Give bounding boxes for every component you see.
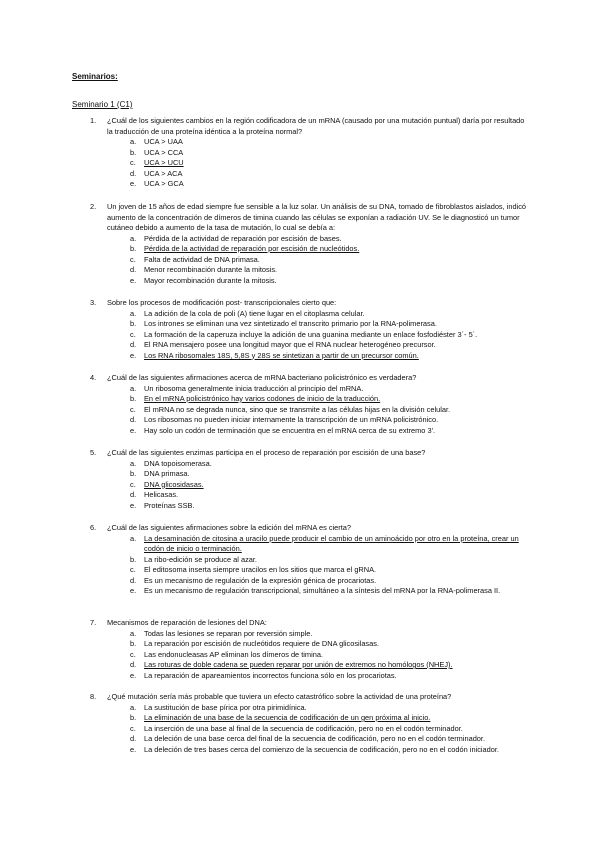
option-letter: a. — [130, 702, 137, 712]
option-d — [130, 660, 532, 671]
options-list — [72, 629, 532, 682]
option-letter: c. — [130, 479, 136, 489]
option-letter: a. — [130, 383, 137, 393]
option-text: Es un mecanismo de regulación de la expresión génica de procariotas. — [144, 575, 377, 585]
option-letter: e. — [130, 586, 137, 595]
option-text: Las endonucleasas AP eliminan los dímeros de timina. — [144, 649, 323, 659]
option-b — [130, 639, 532, 650]
option-d — [130, 340, 532, 351]
option-b — [130, 469, 532, 480]
option-c — [130, 480, 532, 491]
section-title: Seminario 1 (C1) — [72, 100, 133, 109]
option-letter: c. — [130, 254, 136, 264]
options-list — [72, 534, 532, 597]
option-letter: a. — [130, 137, 137, 146]
option-letter: b. — [130, 469, 137, 478]
option-text: La ribo-edición se produce al azar. — [144, 554, 257, 564]
option-text-correct: En el mRNA policistrónico hay varios codones de inicio de la traducción. — [144, 394, 381, 403]
option-e — [130, 276, 532, 287]
option-b — [130, 713, 532, 724]
option-text: Hay solo un codón de terminación que se encuentra en el mRNA cerca de su extremo 3'. — [144, 425, 436, 435]
option-text: Los intrones se eliminan una vez sintetizado el transcrito primario por la RNA-polimerasa. — [144, 319, 437, 328]
option-e — [130, 586, 532, 597]
option-letter: b. — [130, 554, 137, 564]
option-letter: e. — [130, 350, 137, 360]
option-c — [130, 405, 532, 416]
option-letter: a. — [130, 308, 137, 318]
option-letter: d. — [130, 265, 137, 274]
option-c — [130, 330, 532, 341]
option-text: La adición de la cola de poli (A) tiene lugar en el citoplasma celular. — [144, 308, 365, 318]
option-text: Es un mecanismo de regulación transcripcional, simultáneo a la síntesis del mRNA por la RNA-polimerasa II. — [144, 586, 501, 595]
option-a — [130, 309, 532, 320]
option-e — [130, 671, 532, 682]
option-letter: b. — [130, 394, 137, 403]
option-letter: b. — [130, 319, 137, 328]
option-a — [130, 384, 532, 395]
question-text: ¿Cuál de las siguientes enzimas participa en el proceso de reparación por escisión de una base? — [107, 448, 426, 457]
option-text: UCA > GCA — [144, 179, 184, 188]
option-e — [130, 179, 532, 190]
option-letter: d. — [130, 575, 137, 585]
option-text-correct: DNA glicosidasas. — [144, 479, 204, 489]
options-list — [72, 703, 532, 756]
option-letter: b. — [130, 639, 137, 648]
question-number: 3. — [90, 298, 97, 307]
option-text: La formación de la caperuza incluye la adición de una guanina mediante un enlace fosfodiéster 3´- 5´. — [144, 329, 478, 339]
question-text: ¿Qué mutación sería más probable que tuviera un efecto catastrófico sobre la actividad de una proteína? — [107, 692, 452, 701]
option-text: La deleción de tres bases cerca del comienzo de la secuencia de codificación, pero no en el codón iniciador. — [144, 744, 499, 754]
option-letter: c. — [130, 329, 136, 339]
question-number: 6. — [90, 523, 97, 532]
option-text: Menor recombinación durante la mitosis. — [144, 265, 278, 274]
option-e — [130, 745, 532, 756]
option-text: DNA primasa. — [144, 469, 190, 478]
option-text-correct: Las roturas de doble cadena se pueden reparar por unión de extremos no homólogos (NHEJ). — [144, 660, 453, 669]
option-a — [130, 534, 532, 555]
option-text: El RNA mensajero posee una longitud mayor que el RNA nuclear heterogéneo precursor. — [144, 340, 436, 349]
option-c — [130, 565, 532, 576]
option-text: Un ribosoma generalmente inicia traducción al principio del mRNA. — [144, 383, 364, 393]
option-text: Pérdida de la actividad de reparación por escisión de bases. — [144, 233, 342, 243]
option-letter: e. — [130, 179, 137, 188]
option-d — [130, 169, 532, 180]
option-letter: d. — [130, 415, 137, 424]
option-b — [130, 555, 532, 566]
option-text: El editosoma inserta siempre uracilos en los sitios que marca el gRNA. — [144, 565, 377, 574]
question-text: Sobre los procesos de modificación post- transcripcionales cierto que: — [107, 298, 337, 307]
option-letter: b. — [130, 713, 137, 722]
option-e — [130, 426, 532, 437]
option-letter: d. — [130, 490, 137, 499]
option-text: UCA > CCA — [144, 147, 184, 157]
option-text-correct: Los RNA ribosomales 18S, 5,8S y 28S se sintetizan a partir de un precursor común. — [144, 350, 419, 360]
page-title: Seminarios: — [72, 72, 118, 81]
option-d — [130, 265, 532, 276]
option-letter: e. — [130, 275, 137, 285]
options-list — [72, 459, 532, 512]
option-text: Helicasas. — [144, 490, 179, 499]
option-d — [130, 415, 532, 426]
question-text: ¿Cuál de las siguientes afirmaciones acerca de mRNA bacteriano policistrónico es verdadera? — [107, 373, 417, 382]
option-text: La deleción de una base cerca del final de la secuencia de codificación, pero no en el codón terminador. — [144, 734, 486, 743]
question-number: 1. — [90, 116, 97, 125]
question-5 — [72, 448, 532, 511]
question-number: 4. — [90, 373, 97, 382]
question-number: 7. — [90, 618, 97, 627]
option-text: Falta de actividad de DNA primasa. — [144, 254, 260, 264]
option-letter: c. — [130, 158, 136, 167]
option-d — [130, 734, 532, 745]
option-c — [130, 158, 532, 169]
option-c — [130, 255, 532, 266]
option-e — [130, 501, 532, 512]
options-list — [72, 384, 532, 437]
question-3 — [72, 298, 532, 361]
option-text: La reparación de apareamientos incorrectos funciona sólo en los procariotas. — [144, 670, 397, 680]
option-letter: e. — [130, 670, 137, 680]
option-text: Proteínas SSB. — [144, 500, 195, 510]
options-list — [72, 137, 532, 190]
option-a — [130, 703, 532, 714]
option-text: La sustitución de base pírica por otra pirimidínica. — [144, 702, 307, 712]
option-letter: a. — [130, 233, 137, 243]
option-text: UCA > UAA — [144, 137, 183, 146]
option-letter: a. — [130, 458, 137, 468]
option-text: La inserción de una base al final de la secuencia de codificación, pero no en el codón terminador. — [144, 723, 463, 733]
option-text: Todas las lesiones se reparan por reversión simple. — [144, 628, 313, 638]
question-4 — [72, 373, 532, 436]
option-a — [130, 459, 532, 470]
option-letter: a. — [130, 533, 137, 543]
option-a — [130, 629, 532, 640]
question-number: 2. — [90, 202, 97, 211]
question-8 — [72, 692, 532, 755]
question-text: Un joven de 15 años de edad siempre fue sensible a la luz solar. Un análisis de su DNA, tomado de fibroblastos aislados, indicó aumento de la concentración de dímeros de timina cuando las células se exponían a radiación UV. Se le diagnosticó un tumor cutáneo debido a aumento de la tasa de mutación, lo cual se debía a: — [107, 202, 527, 232]
options-list — [72, 309, 532, 362]
question-6 — [72, 523, 532, 597]
option-letter: d. — [130, 340, 137, 349]
option-letter: e. — [130, 500, 137, 510]
option-d — [130, 576, 532, 587]
option-letter: d. — [130, 660, 137, 669]
option-text-correct: La eliminación de una base de la secuencia de codificación de un gen próxima al inicio. — [144, 713, 431, 722]
question-number: 5. — [90, 448, 97, 457]
option-letter: c. — [130, 404, 136, 414]
question-text: ¿Cuál de las siguientes afirmaciones sobre la edición del mRNA es cierta? — [107, 523, 352, 532]
option-d — [130, 490, 532, 501]
option-text-correct: Pérdida de la actividad de reparación por escisión de nucleótidos. — [144, 244, 360, 253]
option-letter: b. — [130, 244, 137, 253]
question-text: Mecanismos de reparación de lesiones del DNA: — [107, 618, 267, 627]
option-letter: c. — [130, 649, 136, 659]
option-text: El mRNA no se degrada nunca, sino que se transmite a las células hijas en la división celular. — [144, 404, 451, 414]
option-letter: d. — [130, 168, 137, 178]
option-b — [130, 394, 532, 405]
option-text: Los ribosomas no pueden iniciar internamente la transcripción de un mRNA policistrónico. — [144, 415, 439, 424]
question-2 — [72, 202, 532, 286]
option-letter: a. — [130, 628, 137, 638]
option-c — [130, 650, 532, 661]
option-letter: e. — [130, 425, 137, 435]
options-list — [72, 234, 532, 287]
option-a — [130, 234, 532, 245]
option-c — [130, 724, 532, 735]
option-a — [130, 137, 532, 148]
option-text: UCA > ACA — [144, 168, 183, 178]
option-letter: e. — [130, 744, 137, 754]
option-letter: c. — [130, 723, 136, 733]
question-number: 8. — [90, 692, 97, 701]
option-text: La reparación por escisión de nucleótidos requiere de DNA glicosilasas. — [144, 639, 379, 648]
option-b — [130, 148, 532, 159]
option-text-correct: UCA > UCU — [144, 158, 184, 167]
question-7 — [72, 618, 532, 681]
option-e — [130, 351, 532, 362]
option-text: Mayor recombinación durante la mitosis. — [144, 275, 277, 285]
question-text: ¿Cuál de los siguientes cambios en la región codificadora de un mRNA (causado por una mutación puntual) daría por resultado la traducción de una proteína idéntica a la proteína normal? — [107, 116, 525, 136]
option-letter: b. — [130, 147, 137, 157]
option-letter: d. — [130, 734, 137, 743]
question-1 — [72, 116, 532, 190]
option-text-correct: La desaminación de citosina a uracilo puede producir el cambio de un aminoácido por otro en la proteína, crear un codón de inicio o terminación. — [144, 533, 519, 553]
option-letter: c. — [130, 565, 136, 574]
option-b — [130, 244, 532, 255]
option-text: DNA topoisomerasa. — [144, 458, 212, 468]
option-b — [130, 319, 532, 330]
